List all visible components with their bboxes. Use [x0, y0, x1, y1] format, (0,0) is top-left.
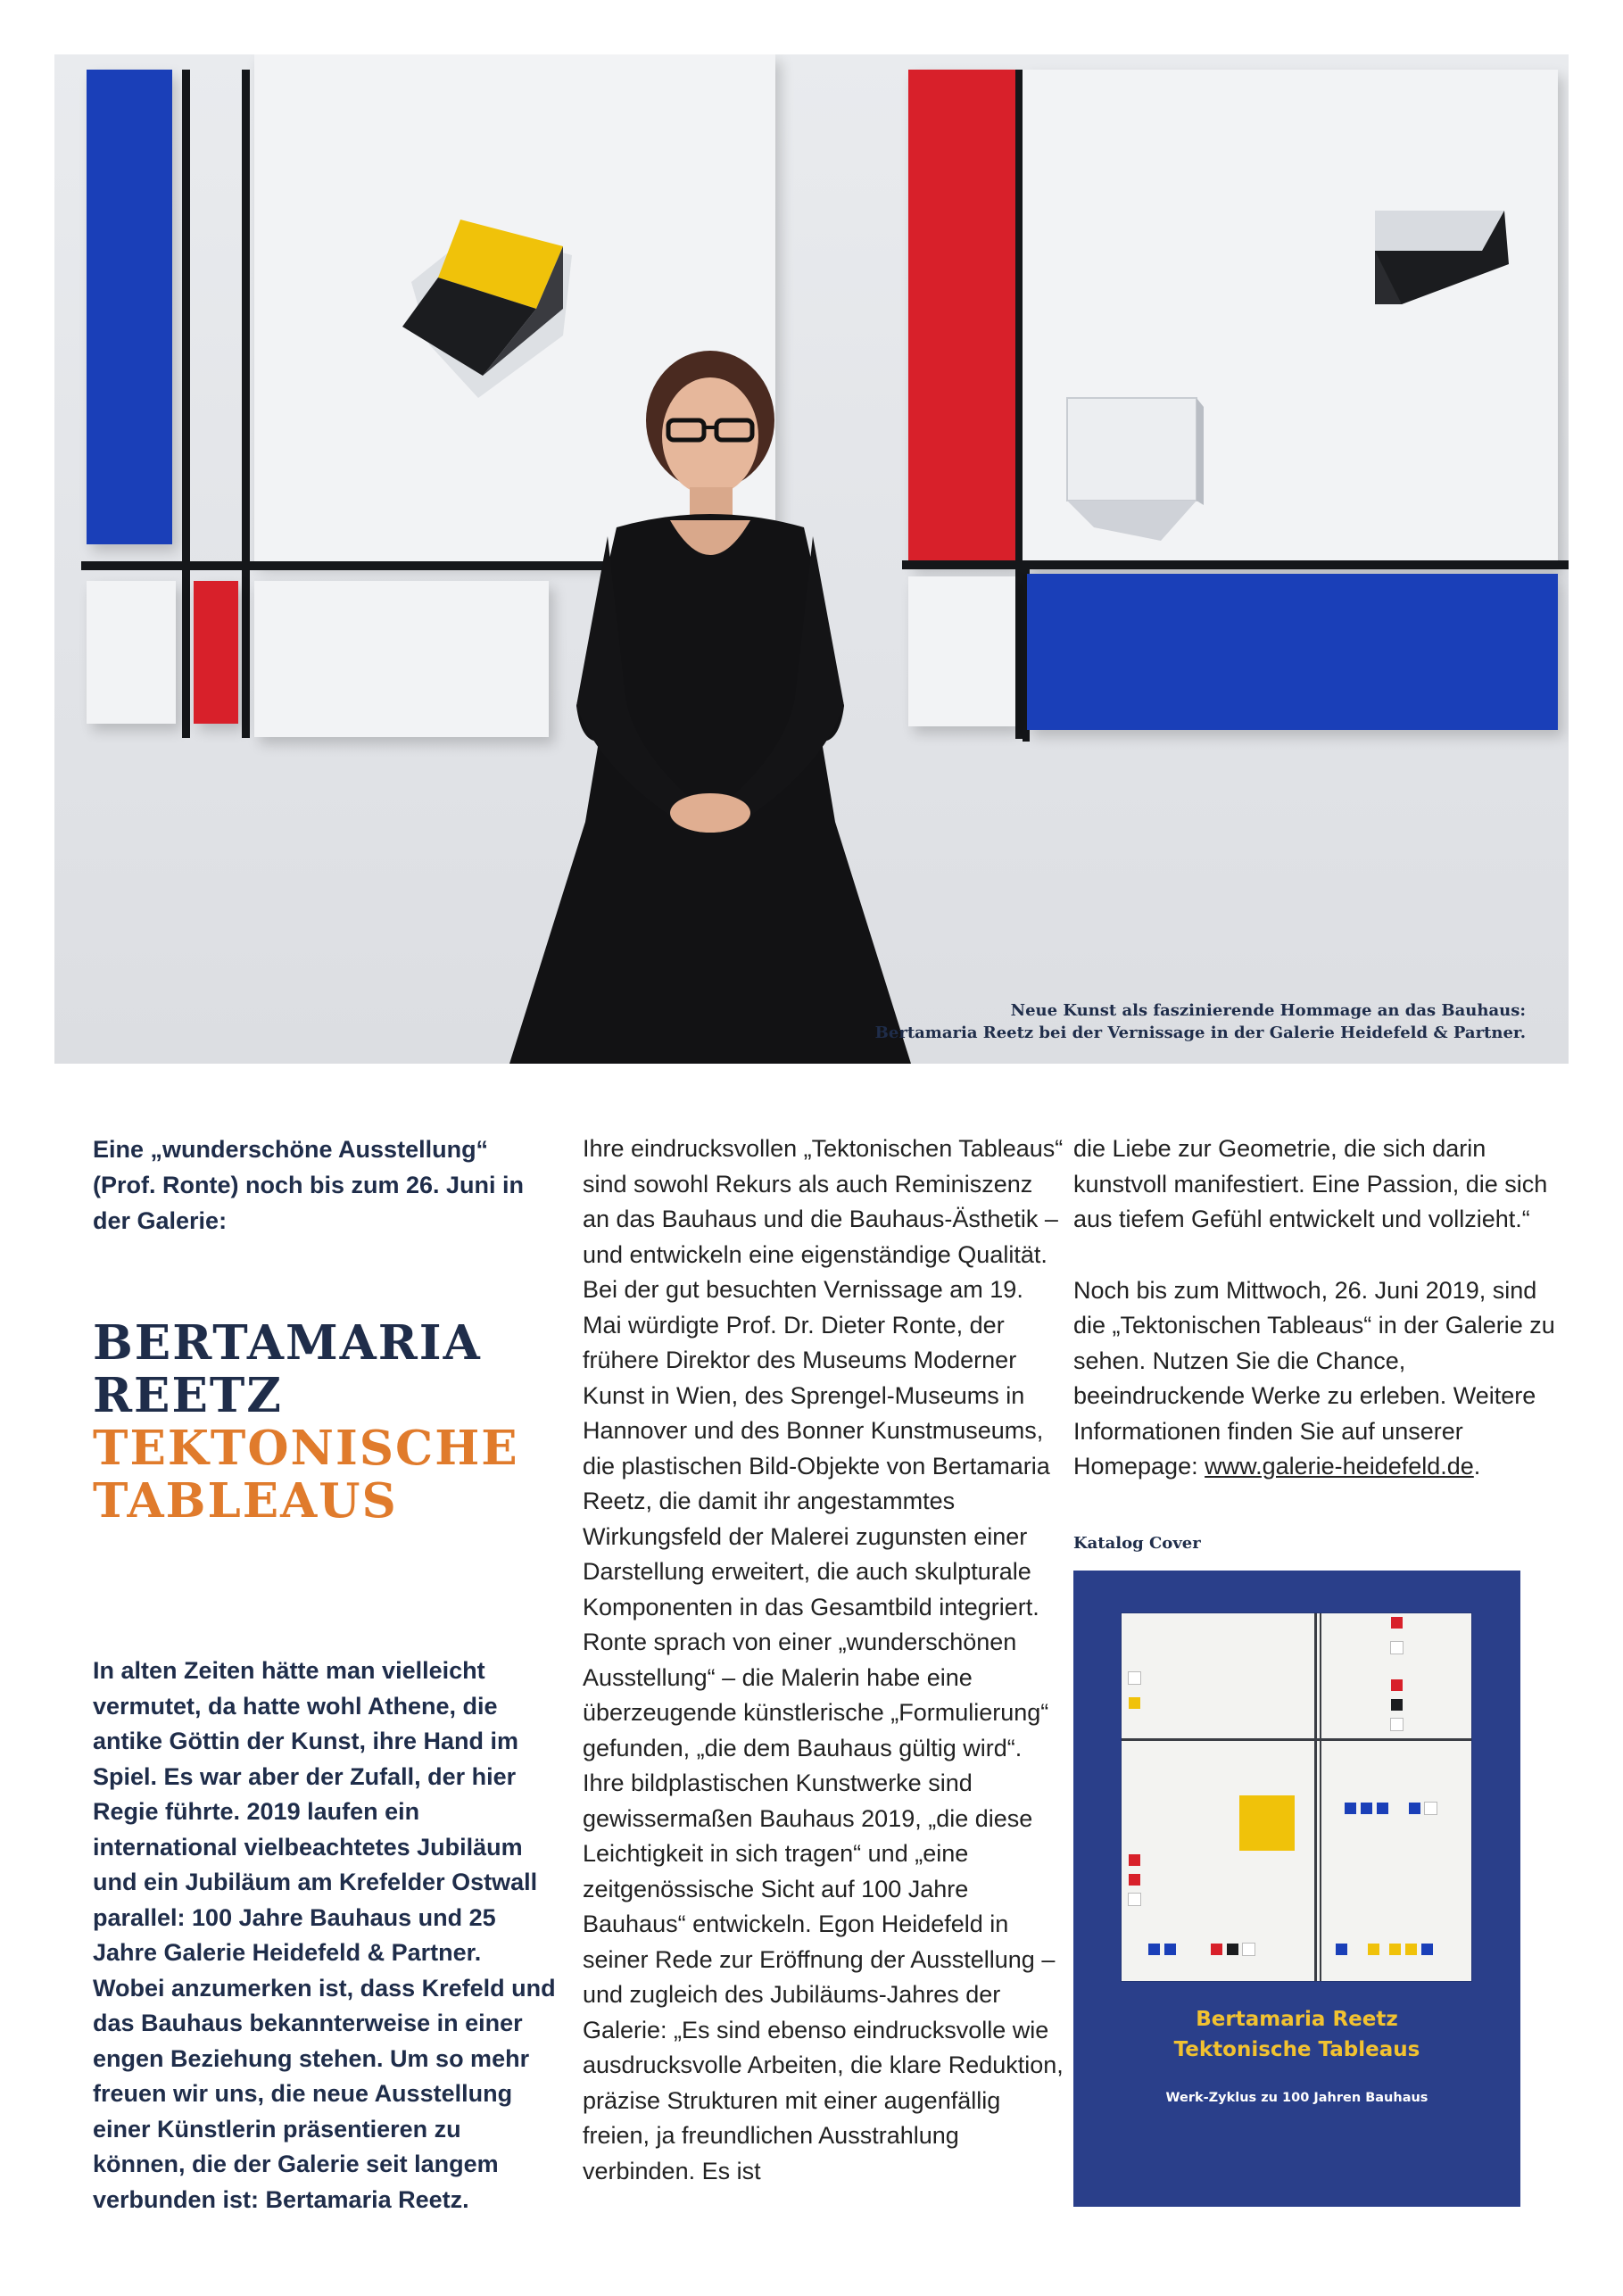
headline-artist-last: REETZ — [93, 1368, 283, 1423]
article-intro: Eine „wunderschöne Ausstellung“ (Prof. Ronte) noch bis zum 26. Juni in der Galerie: — [93, 1136, 525, 1234]
article-body-column-3-p1: die Liebe zur Geometrie, die sich darin kunstvoll manifestiert. Eine Passion, die sich aus tiefem Gefühl entwickelt und vollzieht.“ — [1073, 1135, 1548, 1232]
artwork-right-blue-block — [1027, 574, 1558, 730]
catalog-cover-artwork — [1122, 1613, 1471, 1981]
headline-artist-first: BERTAMARIA — [93, 1315, 482, 1371]
artist-portrait — [492, 322, 920, 1064]
headline-title-1: TEKTONISCHE — [93, 1421, 519, 1476]
caption-line-2: Bertamaria Reetz bei der Vernissage in der Galerie Heidefeld & Partner. — [874, 1024, 1526, 1042]
catalog-subtitle: Werk-Zyklus zu 100 Jahren Bauhaus — [1165, 2091, 1428, 2105]
catalog-title-artist: Bertamaria Reetz — [1196, 2008, 1398, 2031]
artwork-right-lower-panel — [908, 576, 1015, 726]
artwork-left-black-line — [182, 70, 190, 738]
catalog-title-work: Tektonische Tableaus — [1173, 2038, 1420, 2061]
closing-paragraph: Noch bis zum Mittwoch, 26. Juni 2019, sind die „Tektonischen Tableaus“ in der Galerie zu sehen. Nutzen Sie die Chance, beeindruckende Werke zu erleben. Weitere Informationen finden Sie auf unserer Homepage: — [1073, 1276, 1555, 1480]
artwork-right-red-bar — [908, 70, 1015, 566]
caption-line-1: Neue Kunst als faszinierende Hommage an das Bauhaus: — [1010, 1001, 1526, 1020]
headline-title-2: TABLEAUS — [93, 1473, 398, 1529]
link-suffix: . — [1473, 1453, 1481, 1480]
artwork-left-red-block — [194, 581, 238, 724]
white-cube-sculpture — [1063, 394, 1205, 545]
article-body-column-3-p2 — [1073, 1273, 1555, 1485]
column-middle — [583, 1131, 1064, 2189]
artwork-right-horizontal-line — [902, 560, 1569, 569]
homepage-link[interactable]: www.galerie-heidefeld.de — [1205, 1453, 1474, 1480]
artwork-left-black-line-2 — [242, 70, 250, 738]
artwork-right-black-line — [1015, 70, 1023, 739]
artwork-left-lower-panel — [87, 581, 176, 724]
black-cube-sculpture — [1375, 202, 1518, 309]
catalog-label: Katalog Cover — [1073, 1534, 1201, 1553]
artwork-left-blue-bar — [87, 70, 172, 544]
article-body-column-2: Ihre eindrucksvollen „Tektonischen Tableaus“ sind sowohl Rekurs als auch Reminiszenz an das Bauhaus und die Bauhaus-Ästhetik – und entwickeln eine eigenständige Qualität. Bei der gut besuchten Vernissage am 19. Mai würdigte Prof. Dr. Dieter Ronte, der frühere Direktor des Museums Moderner Kunst in Wien, des Sprengel-Museums in Hannover und des Bonner Kunstmuseums, die plastischen Bild-Objekte von Bertamaria Reetz, die damit ihr angestammtes Wirkungsfeld der Malerei zugunsten einer Darstellung erweitert, die auch skulpturale Komponenten in das Gesamtbild integriert. Ronte sprach von einer „wunderschönen Ausstellung“ – die Malerin habe eine überzeugende künstlerische „Formulierung“ gefunden, „die dem Bauhaus gültig wird“. Ihre bildplastischen Kunstwerke sind gewissermaßen Bauhaus 2019, „die diese Leichtigkeit in sich tragen“ und „eine zeitgenössische Sicht auf 100 Jahre Bauhaus“ entwickeln. Egon Heidefeld in seiner Rede zur Eröffnung der Ausstellung – und zugleich des Jubiläums-Jahres der Galerie: „Es sind ebenso eindrucksvolle wie ausdrucksvolle Arbeiten, die klare Reduktion, präzise Strukturen mit einer augenfällig freien, ja freundlichen Ausstrahlung verbinden. Es ist — [583, 1135, 1064, 2184]
photo-caption — [875, 999, 1526, 1044]
exhibition-photo — [54, 54, 1569, 1064]
article-lead: In alten Zeiten hätte man vielleicht vermutet, da hatte wohl Athene, die antike Göttin der Kunst, ihre Hand im Spiel. Es war aber der Zufall, der hier Regie führte. 2019 laufen ein international vielbeachtetes Jubiläum und ein Jubiläum am Krefelder Ostwall parallel: 100 Jahre Bauhaus und 25 Jahre Galerie Heidefeld & Partner. Wobei anzumerken ist, dass Krefeld und das Bauhaus bekannterweise in einer engen Beziehung stehen. Um so mehr freuen wir uns, die neue Ausstellung einer Künstlerin präsentieren zu können, die der Galerie seit langem verbunden ist: Bertamaria Reetz. — [93, 1657, 556, 2213]
column-left — [93, 1131, 557, 2213]
column-right — [1073, 1131, 1555, 1485]
catalog-cover — [1073, 1571, 1520, 2207]
article-headline — [93, 1317, 557, 1528]
